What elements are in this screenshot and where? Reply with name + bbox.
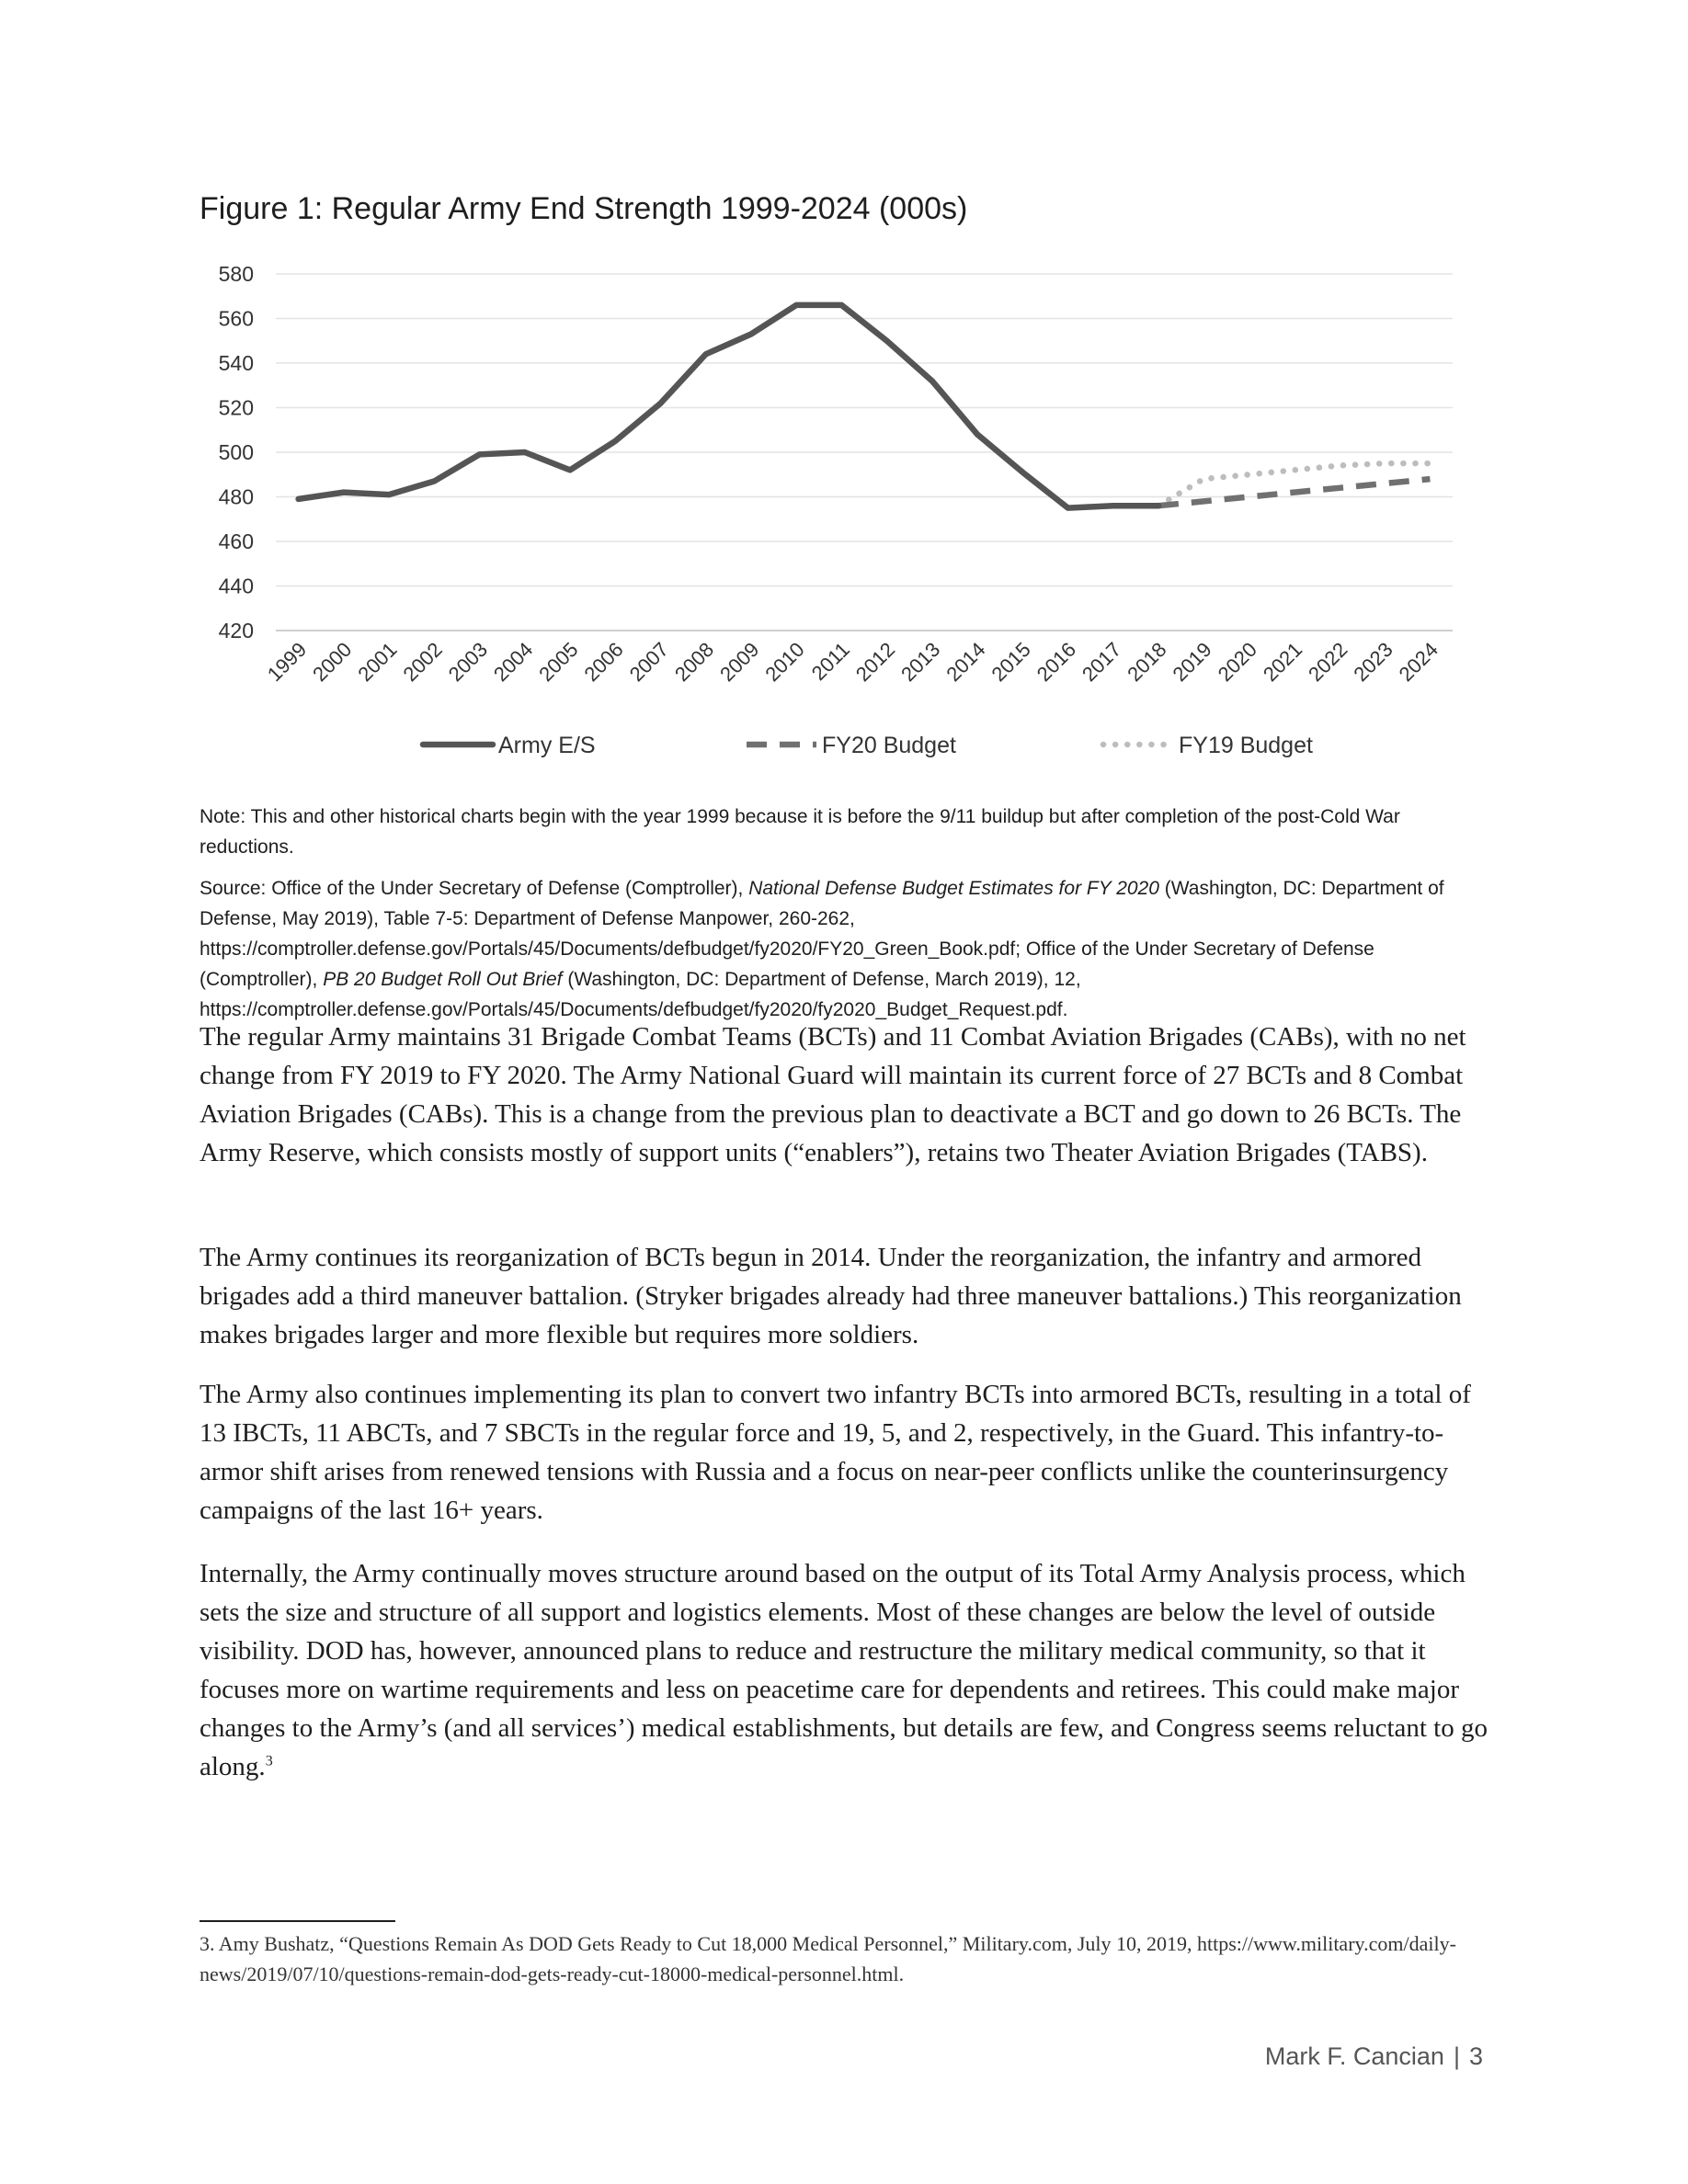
chart-source xyxy=(200,873,1496,1025)
y-tick-label: 560 xyxy=(218,306,254,331)
legend-label: FY20 Budget xyxy=(822,733,956,758)
x-tick-label: 1999 xyxy=(262,637,312,687)
x-tick-label: 2017 xyxy=(1078,637,1126,687)
x-tick-label: 2012 xyxy=(850,637,900,687)
x-tick-label: 2003 xyxy=(443,637,493,687)
chart-note: Note: This and other historical charts begin with the year 1999 because it is before the 9/11 buildup but after completion of the post-Cold War reductions. xyxy=(200,806,1400,858)
y-tick-label: 540 xyxy=(218,351,254,375)
x-tick-label: 2010 xyxy=(760,637,809,687)
paragraph-medical-restructure xyxy=(200,1554,1496,1786)
x-tick-label: 2001 xyxy=(353,637,402,687)
y-tick-label: 480 xyxy=(218,484,254,509)
footnote-3: 3. Amy Bushatz, “Questions Remain As DOD Gets Ready to Cut 18,000 Medical Personnel,” Military.com, July 10, 2019, https://www.military.com/daily-news/2019/07/10/questions-remain-dod-gets-ready-cut-18000-medical-personnel.html. xyxy=(200,1932,1456,1985)
series-line-army-e-s xyxy=(299,305,1158,508)
paragraph-bct-cab-structure: The regular Army maintains 31 Brigade Combat Teams (BCTs) and 11 Combat Aviation Brigades (CABs), with no net change from FY 2019 to FY 2020. The Army National Guard will maintain its current force of 27 BCTs and 8 Combat Aviation Brigades (CABs). This is a change from the previous plan to deactivate a BCT and go down to 26 BCTs. The Army Reserve, which consists mostly of support units (“enablers”), retains two Theater Aviation Brigades (TABS). xyxy=(200,1022,1466,1167)
x-tick-label: 2002 xyxy=(398,637,447,687)
y-tick-label: 420 xyxy=(218,619,254,643)
x-tick-label: 2011 xyxy=(806,637,854,685)
y-tick-label: 500 xyxy=(218,440,254,464)
source-title-green-book: National Defense Budget Estimates for FY 2020 xyxy=(748,878,1159,899)
x-tick-label: 2007 xyxy=(624,637,673,687)
page-footer xyxy=(1265,2042,1483,2071)
source-text-e: (Washington, DC: Department of Defense, March 2019), 12, https://comptroller.defense.gov/Portals/45/Documents/defbudget/fy2020/fy2020_Budget_Request.pdf. xyxy=(200,969,1081,1020)
x-tick-label: 2014 xyxy=(941,637,990,687)
x-tick-label: 2008 xyxy=(669,637,719,687)
y-tick-label: 580 xyxy=(218,262,254,286)
x-tick-label: 2009 xyxy=(715,637,764,687)
x-tick-label: 2016 xyxy=(1032,637,1081,687)
end-strength-line-chart xyxy=(184,248,1489,781)
source-text-a: Source: Office of the Under Secretary of Defense (Comptroller), xyxy=(200,878,749,899)
figure-title: Figure 1: Regular Army End Strength 1999-2024 (000s) xyxy=(200,191,968,226)
x-tick-label: 2021 xyxy=(1258,637,1307,687)
source-title-rollout-brief: PB 20 Budget Roll Out Brief xyxy=(323,969,563,990)
x-tick-label: 2000 xyxy=(308,637,357,687)
footnote-divider xyxy=(200,1920,395,1922)
x-tick-label: 2023 xyxy=(1349,637,1397,687)
footnote-reference: 3 xyxy=(265,1753,273,1769)
footer-separator: | xyxy=(1453,2042,1460,2070)
x-tick-label: 2004 xyxy=(489,637,538,687)
source-text-c: (Washington, DC: Department of Defense, May 2019), Table 7-5: Department of Defense Manpower, 260-262, https://comptroller.defense.gov/Portals/45/Documents/defbudget/fy2020/FY20_Green_Book.pdf; Office of the Under Secretary of Defense (Comptroller), xyxy=(200,878,1444,990)
y-tick-label: 460 xyxy=(218,529,254,553)
x-tick-label: 2022 xyxy=(1304,637,1352,687)
x-tick-label: 2019 xyxy=(1168,637,1216,687)
paragraph-medical-text: Internally, the Army continually moves structure around based on the output of its Total Army Analysis process, which sets the size and structure of all support and logistics elements. Most of these changes are below the level of outside visibility. DOD has, however, announced plans to reduce and restructure the military medical community, so that it focuses more on wartime requirements and less on peacetime care for dependents and retirees. This could make major changes to the Army’s (and all services’) medical establishments, but details are few, and Congress seems reluctant to go along. xyxy=(200,1559,1488,1781)
x-tick-label: 2013 xyxy=(896,637,945,687)
x-tick-label: 2006 xyxy=(579,637,628,687)
paragraph-reorganization: The Army continues its reorganization of BCTs begun in 2014. Under the reorganization, the infantry and armored brigades add a third maneuver battalion. (Stryker brigades already had three maneuver battalions.) This reorganization makes brigades larger and more flexible but requires more soldiers. xyxy=(200,1243,1462,1349)
x-tick-label: 2020 xyxy=(1213,637,1261,687)
y-tick-label: 440 xyxy=(218,574,254,598)
y-tick-label: 520 xyxy=(218,395,254,420)
paragraph-infantry-to-armor: The Army also continues implementing its plan to convert two infantry BCTs into armored BCTs, resulting in a total of 13 IBCTs, 11 ABCTs, and 7 SBCTs in the regular force and 19, 5, and 2, respectively, in the Guard. This infantry-to-armor shift arises from renewed tensions with Russia and a focus on near-peer conflicts unlike the counterinsurgency campaigns of the last 16+ years. xyxy=(200,1380,1471,1525)
x-tick-label: 2015 xyxy=(987,637,1035,687)
x-tick-label: 2018 xyxy=(1123,637,1171,687)
legend-label: Army E/S xyxy=(498,733,596,758)
legend-label: FY19 Budget xyxy=(1179,733,1313,758)
page-number: 3 xyxy=(1468,2042,1483,2070)
x-tick-label: 2024 xyxy=(1394,637,1443,687)
footer-author: Mark F. Cancian xyxy=(1264,2042,1444,2070)
x-tick-label: 2005 xyxy=(534,637,583,687)
